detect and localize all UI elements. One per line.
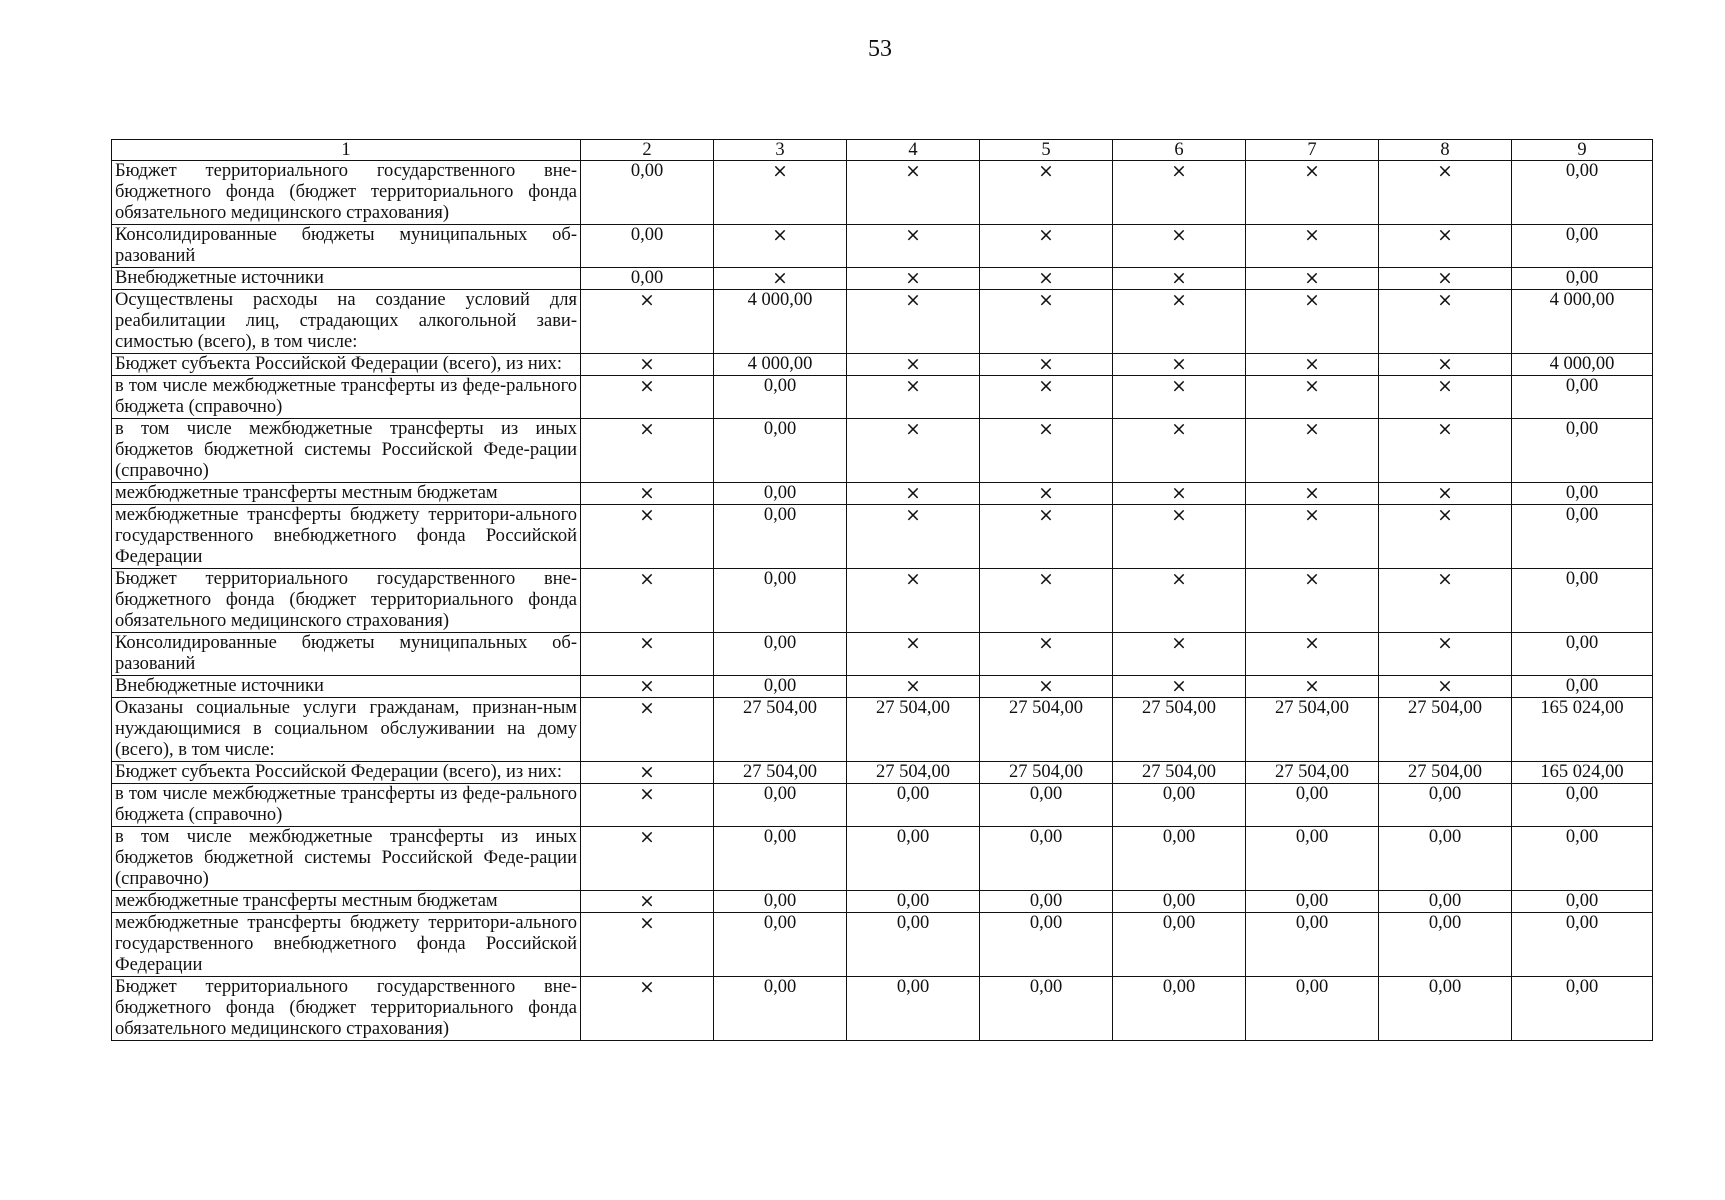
value-cell: 0,00: [1113, 891, 1246, 913]
row-label: межбюджетные трансферты местным бюджетам: [112, 891, 581, 913]
not-applicable-cell: ×: [1113, 569, 1246, 633]
not-applicable-cell: ×: [847, 569, 980, 633]
value-cell: 0,00: [847, 891, 980, 913]
value-cell: 0,00: [1512, 419, 1653, 483]
value-cell: 27 504,00: [1246, 698, 1379, 762]
value-cell: 0,00: [1379, 784, 1512, 827]
value-cell: 0,00: [1379, 891, 1512, 913]
row-label: Бюджет субъекта Российской Федерации (всего), из них:: [112, 762, 581, 784]
not-applicable-cell: ×: [847, 483, 980, 505]
not-applicable-cell: ×: [1246, 676, 1379, 698]
not-applicable-cell: ×: [980, 290, 1113, 354]
not-applicable-cell: ×: [980, 676, 1113, 698]
not-applicable-cell: ×: [581, 633, 714, 676]
value-cell: 0,00: [714, 913, 847, 977]
column-number: 6: [1113, 140, 1246, 161]
table-row: [112, 268, 1653, 290]
row-label: в том числе межбюджетные трансферты из феде-рального бюджета (справочно): [112, 376, 581, 419]
not-applicable-cell: ×: [581, 784, 714, 827]
not-applicable-cell: ×: [581, 483, 714, 505]
value-cell: 4 000,00: [1512, 354, 1653, 376]
value-cell: 0,00: [847, 913, 980, 977]
table-row: [112, 891, 1653, 913]
column-number: 1: [112, 140, 581, 161]
value-cell: 0,00: [1512, 505, 1653, 569]
row-label: межбюджетные трансферты местным бюджетам: [112, 483, 581, 505]
value-cell: 0,00: [714, 827, 847, 891]
value-cell: 27 504,00: [980, 762, 1113, 784]
not-applicable-cell: ×: [980, 419, 1113, 483]
not-applicable-cell: ×: [1246, 569, 1379, 633]
not-applicable-cell: ×: [980, 225, 1113, 268]
value-cell: 0,00: [714, 569, 847, 633]
value-cell: 27 504,00: [714, 762, 847, 784]
not-applicable-cell: ×: [847, 290, 980, 354]
not-applicable-cell: ×: [980, 376, 1113, 419]
not-applicable-cell: ×: [1246, 483, 1379, 505]
not-applicable-cell: ×: [847, 268, 980, 290]
header-row: [112, 140, 1653, 161]
row-label: в том числе межбюджетные трансферты из иных бюджетов бюджетной системы Российской Феде-рации (справочно): [112, 419, 581, 483]
value-cell: 0,00: [980, 977, 1113, 1041]
value-cell: 165 024,00: [1512, 762, 1653, 784]
not-applicable-cell: ×: [1379, 676, 1512, 698]
value-cell: 0,00: [1512, 161, 1653, 225]
value-cell: 0,00: [1246, 827, 1379, 891]
not-applicable-cell: ×: [581, 290, 714, 354]
not-applicable-cell: ×: [980, 569, 1113, 633]
row-label: в том числе межбюджетные трансферты из иных бюджетов бюджетной системы Российской Феде-рации (справочно): [112, 827, 581, 891]
not-applicable-cell: ×: [1246, 268, 1379, 290]
value-cell: 0,00: [714, 505, 847, 569]
value-cell: 4 000,00: [1512, 290, 1653, 354]
value-cell: 27 504,00: [1113, 698, 1246, 762]
value-cell: 0,00: [714, 483, 847, 505]
not-applicable-cell: ×: [1113, 225, 1246, 268]
not-applicable-cell: ×: [847, 505, 980, 569]
page-number: 53: [868, 36, 892, 62]
table-row: [112, 913, 1653, 977]
not-applicable-cell: ×: [980, 505, 1113, 569]
value-cell: 0,00: [1512, 633, 1653, 676]
table-row: [112, 827, 1653, 891]
table-row: [112, 376, 1653, 419]
not-applicable-cell: ×: [980, 633, 1113, 676]
value-cell: 0,00: [714, 419, 847, 483]
column-number: 7: [1246, 140, 1379, 161]
not-applicable-cell: ×: [581, 419, 714, 483]
not-applicable-cell: ×: [980, 483, 1113, 505]
value-cell: 0,00: [714, 676, 847, 698]
not-applicable-cell: ×: [1113, 290, 1246, 354]
value-cell: 0,00: [1113, 827, 1246, 891]
not-applicable-cell: ×: [1113, 268, 1246, 290]
column-number: 4: [847, 140, 980, 161]
value-cell: 0,00: [581, 161, 714, 225]
not-applicable-cell: ×: [1246, 419, 1379, 483]
not-applicable-cell: ×: [1379, 376, 1512, 419]
row-label: Бюджет территориального государственного вне-бюджетного фонда (бюджет территориального фонда обязательного медицинского страхования): [112, 977, 581, 1041]
table-row: [112, 977, 1653, 1041]
column-number: 9: [1512, 140, 1653, 161]
not-applicable-cell: ×: [847, 354, 980, 376]
column-number: 5: [980, 140, 1113, 161]
table-row: [112, 483, 1653, 505]
row-label: Осуществлены расходы на создание условий для реабилитации лиц, страдающих алкогольной зави-симостью (всего), в том числе:: [112, 290, 581, 354]
not-applicable-cell: ×: [1113, 633, 1246, 676]
not-applicable-cell: ×: [1113, 354, 1246, 376]
table-row: [112, 505, 1653, 569]
not-applicable-cell: ×: [1379, 569, 1512, 633]
value-cell: 0,00: [847, 827, 980, 891]
column-number: 2: [581, 140, 714, 161]
table-body: [112, 140, 1653, 1041]
row-label: межбюджетные трансферты бюджету территори-ального государственного внебюджетного фонда Российской Федерации: [112, 505, 581, 569]
not-applicable-cell: ×: [581, 977, 714, 1041]
table-row: [112, 225, 1653, 268]
not-applicable-cell: ×: [1246, 290, 1379, 354]
row-label: в том числе межбюджетные трансферты из феде-рального бюджета (справочно): [112, 784, 581, 827]
not-applicable-cell: ×: [847, 676, 980, 698]
not-applicable-cell: ×: [980, 268, 1113, 290]
not-applicable-cell: ×: [1379, 354, 1512, 376]
not-applicable-cell: ×: [1379, 419, 1512, 483]
not-applicable-cell: ×: [1113, 676, 1246, 698]
not-applicable-cell: ×: [714, 268, 847, 290]
value-cell: 4 000,00: [714, 290, 847, 354]
column-number: 3: [714, 140, 847, 161]
not-applicable-cell: ×: [847, 376, 980, 419]
value-cell: 27 504,00: [847, 762, 980, 784]
value-cell: 27 504,00: [980, 698, 1113, 762]
table-row: [112, 633, 1653, 676]
not-applicable-cell: ×: [1379, 225, 1512, 268]
not-applicable-cell: ×: [581, 376, 714, 419]
not-applicable-cell: ×: [1113, 505, 1246, 569]
not-applicable-cell: ×: [581, 698, 714, 762]
value-cell: 0,00: [1379, 827, 1512, 891]
value-cell: 27 504,00: [714, 698, 847, 762]
value-cell: 0,00: [1379, 977, 1512, 1041]
not-applicable-cell: ×: [847, 161, 980, 225]
value-cell: 0,00: [1512, 891, 1653, 913]
row-label: Внебюджетные источники: [112, 268, 581, 290]
not-applicable-cell: ×: [1113, 419, 1246, 483]
not-applicable-cell: ×: [581, 762, 714, 784]
value-cell: 0,00: [714, 633, 847, 676]
value-cell: 0,00: [1246, 913, 1379, 977]
not-applicable-cell: ×: [1246, 161, 1379, 225]
not-applicable-cell: ×: [581, 505, 714, 569]
value-cell: 4 000,00: [714, 354, 847, 376]
row-label: Бюджет территориального государственного вне-бюджетного фонда (бюджет территориального фонда обязательного медицинского страхования): [112, 569, 581, 633]
value-cell: 0,00: [1113, 977, 1246, 1041]
table-row: [112, 784, 1653, 827]
value-cell: 0,00: [1512, 977, 1653, 1041]
row-label: Оказаны социальные услуги гражданам, признан-ным нуждающимися в социальном обслуживании на дому (всего), в том числе:: [112, 698, 581, 762]
not-applicable-cell: ×: [1246, 354, 1379, 376]
value-cell: 0,00: [1512, 569, 1653, 633]
table-row: [112, 762, 1653, 784]
not-applicable-cell: ×: [581, 827, 714, 891]
not-applicable-cell: ×: [581, 354, 714, 376]
value-cell: 0,00: [1113, 784, 1246, 827]
not-applicable-cell: ×: [980, 354, 1113, 376]
value-cell: 0,00: [1512, 827, 1653, 891]
value-cell: 0,00: [714, 376, 847, 419]
value-cell: 27 504,00: [1379, 698, 1512, 762]
not-applicable-cell: ×: [714, 161, 847, 225]
value-cell: 27 504,00: [1379, 762, 1512, 784]
value-cell: 0,00: [1512, 483, 1653, 505]
table-row: [112, 290, 1653, 354]
value-cell: 27 504,00: [1246, 762, 1379, 784]
row-label: Бюджет территориального государственного вне-бюджетного фонда (бюджет территориального фонда обязательного медицинского страхования): [112, 161, 581, 225]
table-row: [112, 569, 1653, 633]
table-row: [112, 676, 1653, 698]
value-cell: 0,00: [1512, 913, 1653, 977]
value-cell: 0,00: [714, 784, 847, 827]
not-applicable-cell: ×: [1246, 505, 1379, 569]
value-cell: 27 504,00: [847, 698, 980, 762]
not-applicable-cell: ×: [1379, 268, 1512, 290]
not-applicable-cell: ×: [1113, 483, 1246, 505]
not-applicable-cell: ×: [581, 569, 714, 633]
not-applicable-cell: ×: [1246, 633, 1379, 676]
value-cell: 0,00: [847, 784, 980, 827]
not-applicable-cell: ×: [847, 633, 980, 676]
not-applicable-cell: ×: [1379, 161, 1512, 225]
table-row: [112, 354, 1653, 376]
table-row: [112, 161, 1653, 225]
value-cell: 0,00: [1246, 891, 1379, 913]
value-cell: 0,00: [1512, 376, 1653, 419]
value-cell: 0,00: [1379, 913, 1512, 977]
row-label: межбюджетные трансферты бюджету территори-ального государственного внебюджетного фонда Российской Федерации: [112, 913, 581, 977]
value-cell: 0,00: [980, 913, 1113, 977]
not-applicable-cell: ×: [581, 676, 714, 698]
not-applicable-cell: ×: [847, 225, 980, 268]
table-row: [112, 419, 1653, 483]
not-applicable-cell: ×: [581, 891, 714, 913]
not-applicable-cell: ×: [1113, 376, 1246, 419]
value-cell: 0,00: [1246, 977, 1379, 1041]
value-cell: 165 024,00: [1512, 698, 1653, 762]
not-applicable-cell: ×: [980, 161, 1113, 225]
value-cell: 0,00: [847, 977, 980, 1041]
row-label: Консолидированные бюджеты муниципальных об-разований: [112, 633, 581, 676]
value-cell: 0,00: [980, 784, 1113, 827]
value-cell: 0,00: [581, 268, 714, 290]
table-row: [112, 698, 1653, 762]
value-cell: 0,00: [1512, 784, 1653, 827]
value-cell: 0,00: [1512, 268, 1653, 290]
value-cell: 0,00: [1512, 225, 1653, 268]
not-applicable-cell: ×: [1379, 505, 1512, 569]
value-cell: 0,00: [581, 225, 714, 268]
not-applicable-cell: ×: [714, 225, 847, 268]
not-applicable-cell: ×: [581, 913, 714, 977]
value-cell: 0,00: [714, 977, 847, 1041]
not-applicable-cell: ×: [1246, 376, 1379, 419]
value-cell: 0,00: [980, 891, 1113, 913]
not-applicable-cell: ×: [1379, 483, 1512, 505]
value-cell: 0,00: [714, 891, 847, 913]
value-cell: 0,00: [1113, 913, 1246, 977]
not-applicable-cell: ×: [1246, 225, 1379, 268]
not-applicable-cell: ×: [847, 419, 980, 483]
budget-table: [111, 139, 1653, 1041]
row-label: Бюджет субъекта Российской Федерации (всего), из них:: [112, 354, 581, 376]
not-applicable-cell: ×: [1379, 290, 1512, 354]
value-cell: 0,00: [1246, 784, 1379, 827]
value-cell: 27 504,00: [1113, 762, 1246, 784]
value-cell: 0,00: [1512, 676, 1653, 698]
column-number: 8: [1379, 140, 1512, 161]
row-label: Внебюджетные источники: [112, 676, 581, 698]
value-cell: 0,00: [980, 827, 1113, 891]
not-applicable-cell: ×: [1113, 161, 1246, 225]
row-label: Консолидированные бюджеты муниципальных об-разований: [112, 225, 581, 268]
not-applicable-cell: ×: [1379, 633, 1512, 676]
